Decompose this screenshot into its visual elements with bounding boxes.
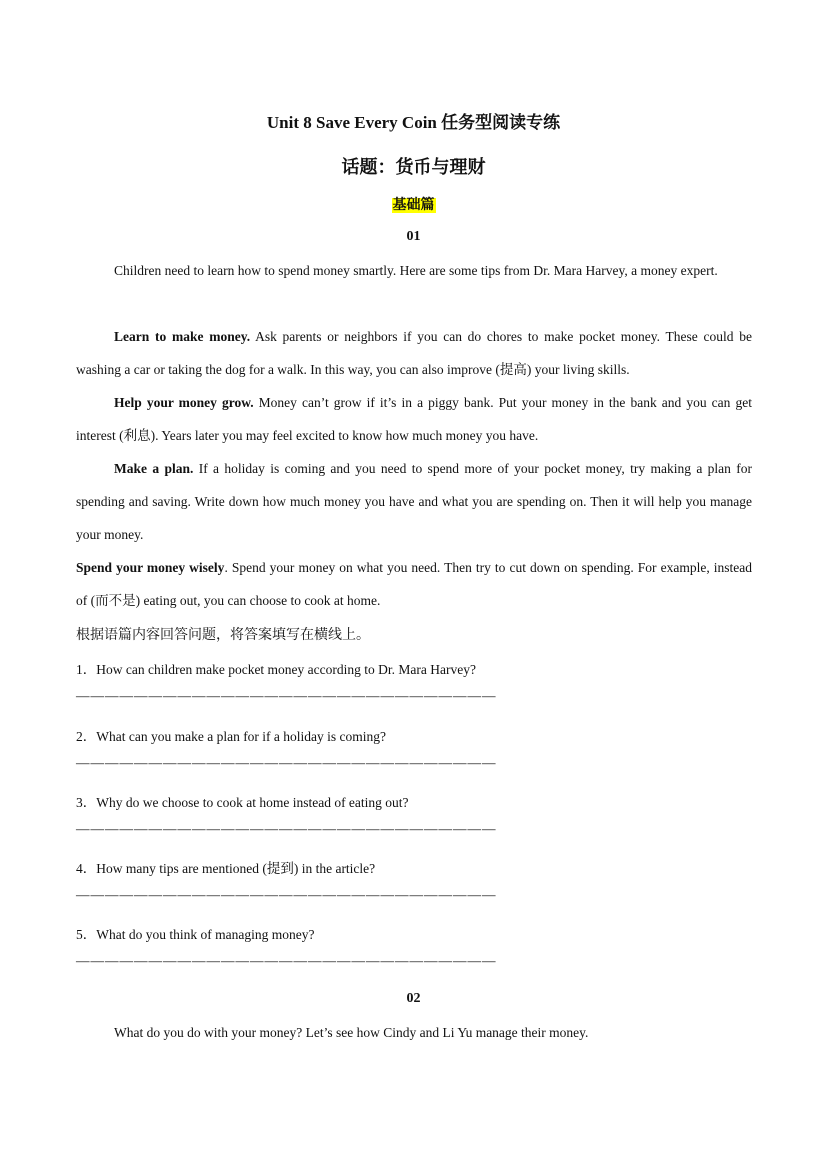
intro-paragraph: Children need to learn how to spend money smartly. Here are some tips from Dr. Mara Harvey, a money expert. xyxy=(114,263,718,278)
tip-text: . Spend your money on what you need. Then try to cut down on spending. For example, instead of (而不是) eating out, you can choose to cook at home. xyxy=(76,560,752,608)
answer-line[interactable]: ————————————————————————————— xyxy=(76,953,497,968)
tip-paragraph xyxy=(76,551,752,617)
tip-heading: Learn to make money. xyxy=(114,329,251,344)
question: 2．What can you make a plan for if a holiday is coming? xyxy=(76,729,387,744)
question: 4．How many tips are mentioned (提到) in the article? xyxy=(76,861,376,876)
tip-paragraph xyxy=(76,452,752,551)
intro-paragraph: What do you do with your money? Let’s see how Cindy and Li Yu manage their money. xyxy=(114,1025,589,1040)
answer-line[interactable]: ————————————————————————————— xyxy=(76,688,497,703)
page-title: Unit 8 Save Every Coin 任务型阅读专练 xyxy=(266,113,561,132)
tip-text: If a holiday is coming and you need to spend more of your pocket money, try making a plan for spending and saving. Write down how much money you have and what you are spending on. Then it will help you manage your money. xyxy=(76,461,752,542)
question: 5．What do you think of managing money? xyxy=(76,927,315,942)
tip-text: Money can’t grow if it’s in a piggy bank. Put your money in the bank and you can get interest (利息). Years later you may feel excited to know how much money you have. xyxy=(76,395,752,443)
question: 1．How can children make pocket money according to Dr. Mara Harvey? xyxy=(76,662,476,677)
section-number: 02 xyxy=(406,991,421,1006)
tip-paragraph xyxy=(76,320,752,386)
topic-heading: 话题：货币与理财 xyxy=(341,157,486,177)
tip-heading: Help your money grow. xyxy=(114,395,254,410)
answer-line[interactable]: ————————————————————————————— xyxy=(76,887,497,902)
level-badge: 基础篇 xyxy=(392,198,435,213)
tip-heading: Spend your money wisely xyxy=(76,560,225,575)
tip-text: Ask parents or neighbors if you can do chores to make pocket money. These could be washing a car or taking the dog for a walk. In this way, you can also improve (提高) your living skills. xyxy=(76,329,752,377)
instruction-text: 根据语篇内容回答问题，将答案填写在横线上。 xyxy=(76,627,370,643)
section-number: 01 xyxy=(406,229,421,244)
question: 3．Why do we choose to cook at home instead of eating out? xyxy=(76,795,409,810)
tip-heading: Make a plan. xyxy=(114,461,194,476)
answer-line[interactable]: ————————————————————————————— xyxy=(76,755,497,770)
answer-line[interactable]: ————————————————————————————— xyxy=(76,821,497,836)
tip-paragraph xyxy=(76,386,752,452)
